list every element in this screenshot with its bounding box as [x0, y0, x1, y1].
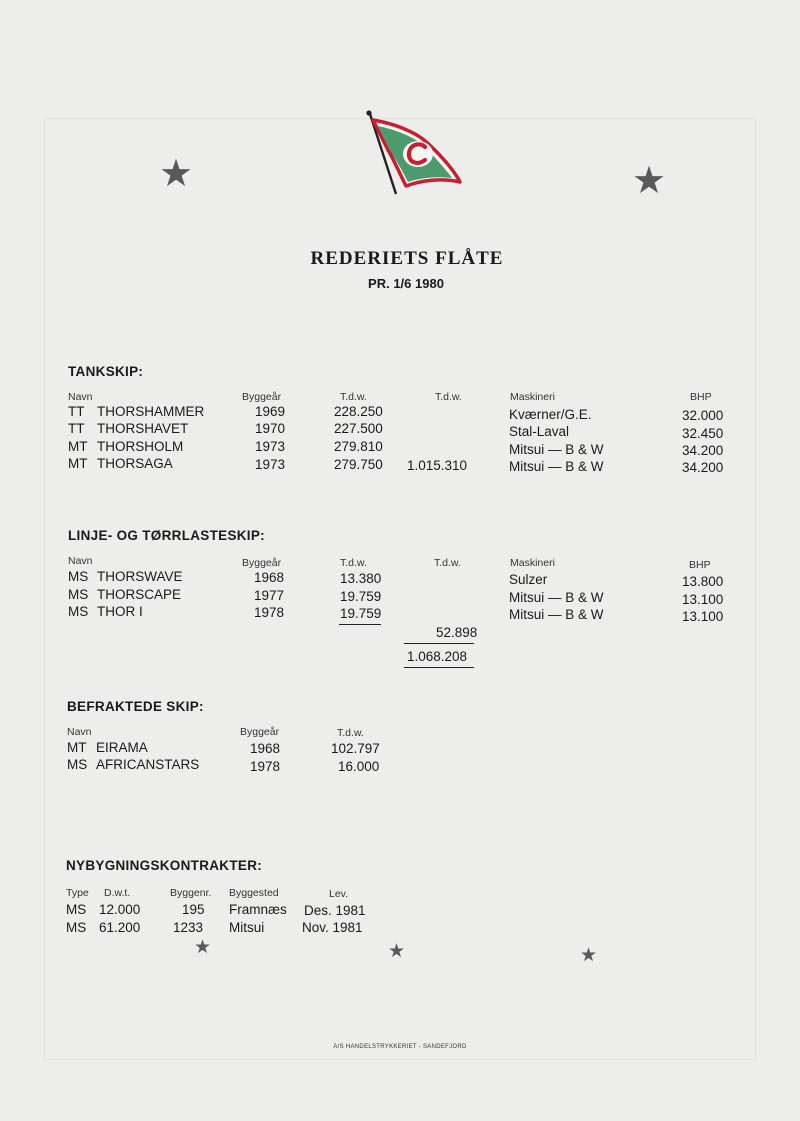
tdw-value: 13.380 — [340, 571, 382, 586]
underline-tdw — [339, 624, 381, 625]
header-type: Type — [66, 887, 89, 899]
printer-imprint: A/S HANDELSTRYKKERIET - SANDEFJORD — [333, 1044, 467, 1050]
header-yard: Byggested — [229, 887, 279, 899]
build-year: 1970 — [255, 421, 286, 436]
tdw-value: 279.810 — [334, 439, 383, 454]
ship-name: THORSAGA — [97, 456, 173, 471]
ship-prefix: MS — [67, 757, 88, 772]
build-year: 1978 — [250, 759, 281, 774]
header-name: Navn — [68, 391, 93, 403]
tdw-value: 279.750 — [334, 457, 383, 472]
grand-total: 1.068.208 — [407, 649, 468, 664]
build-year: 1973 — [255, 439, 286, 454]
bhp-value: 34.200 — [682, 460, 724, 475]
header-tdw: T.d.w. — [340, 557, 367, 569]
section-heading-tankships: TANKSKIP: — [68, 364, 144, 379]
section-heading-newbuilds: NYBYGNINGSKONTRAKTER: — [66, 858, 263, 873]
header-tdw-total: T.d.w. — [435, 391, 462, 403]
ship-name: EIRAMA — [96, 740, 148, 755]
star-icon: ★ — [159, 153, 194, 195]
underline-grand-total — [404, 667, 474, 668]
header-name: Navn — [68, 555, 93, 567]
tdw-value: 16.000 — [338, 759, 380, 774]
section-heading-cargo: LINJE- OG TØRRLASTESKIP: — [68, 528, 265, 543]
header-engine: Maskineri — [510, 391, 555, 403]
header-delivery: Lev. — [329, 888, 349, 900]
star-icon: ★ — [194, 937, 212, 958]
yard-number: 1233 — [173, 920, 204, 935]
bhp-value: 13.100 — [682, 609, 724, 624]
company-flag-icon — [362, 110, 466, 198]
star-icon: ★ — [632, 160, 667, 202]
bhp-value: 13.100 — [682, 592, 724, 607]
build-year: 1978 — [254, 605, 285, 620]
ship-prefix: TT — [68, 404, 85, 419]
bhp-value: 13.800 — [682, 574, 724, 589]
delivery-date: Des. 1981 — [304, 903, 366, 918]
ship-type: MS — [66, 920, 87, 935]
ship-prefix: MS — [68, 569, 89, 584]
tdw-value: 102.797 — [331, 741, 380, 756]
engine: Sulzer — [509, 572, 548, 587]
dwt-value: 12.000 — [99, 902, 141, 917]
header-year: Byggeår — [242, 391, 282, 403]
dwt-value: 61.200 — [99, 920, 141, 935]
ship-name: AFRICANSTARS — [96, 757, 200, 772]
header-bhp: BHP — [689, 559, 711, 571]
header-name: Navn — [67, 726, 92, 738]
star-icon: ★ — [388, 941, 406, 962]
header-year: Byggeår — [240, 726, 280, 738]
page-title: REDERIETS FLÅTE — [310, 248, 504, 269]
ship-name: THORSHAMMER — [97, 404, 205, 419]
build-year: 1977 — [254, 588, 285, 603]
ship-name: THORSHOLM — [97, 439, 184, 454]
ship-prefix: MT — [67, 740, 87, 755]
header-dwt: D.w.t. — [104, 887, 131, 899]
tdw-value: 228.250 — [334, 404, 383, 419]
header-tdw-total: T.d.w. — [434, 557, 461, 569]
ship-prefix: MS — [68, 604, 89, 619]
ship-prefix: MT — [68, 439, 88, 454]
tdw-value: 227.500 — [334, 421, 383, 436]
shipyard: Mitsui — [229, 920, 265, 935]
header-engine: Maskineri — [510, 557, 555, 569]
bhp-value: 32.000 — [682, 408, 724, 423]
tankships-total: 1.015.310 — [407, 458, 468, 473]
header-tdw: T.d.w. — [340, 391, 367, 403]
cargo-subtotal: 52.898 — [436, 625, 478, 640]
engine: Mitsui — B & W — [509, 590, 604, 605]
underline-subtotal — [404, 643, 474, 644]
page-subtitle: PR. 1/6 1980 — [368, 276, 444, 291]
ship-name: THORSHAVET — [97, 421, 189, 436]
header-year: Byggeår — [242, 557, 282, 569]
yard-number: 195 — [182, 902, 205, 917]
ship-prefix: MT — [68, 456, 88, 471]
tdw-value: 19.759 — [340, 606, 382, 621]
star-icon: ★ — [580, 945, 598, 966]
ship-name: THOR I — [97, 604, 143, 619]
ship-type: MS — [66, 902, 87, 917]
ship-name: THORSCAPE — [97, 587, 182, 602]
shipyard: Framnæs — [229, 902, 287, 917]
engine: Stal-Laval — [509, 424, 570, 439]
header-yard-no: Byggenr. — [170, 887, 212, 899]
engine: Mitsui — B & W — [509, 442, 604, 457]
header-bhp: BHP — [690, 391, 712, 403]
engine: Mitsui — B & W — [509, 607, 604, 622]
build-year: 1968 — [250, 741, 281, 756]
engine: Mitsui — B & W — [509, 459, 604, 474]
delivery-date: Nov. 1981 — [302, 920, 363, 935]
header-tdw: T.d.w. — [337, 727, 364, 739]
ship-name: THORSWAVE — [97, 569, 183, 584]
bhp-value: 34.200 — [682, 443, 724, 458]
build-year: 1973 — [255, 457, 286, 472]
bhp-value: 32.450 — [682, 426, 724, 441]
engine: Kværner/G.E. — [509, 407, 592, 422]
build-year: 1968 — [254, 570, 285, 585]
build-year: 1969 — [255, 404, 286, 419]
ship-prefix: TT — [68, 421, 85, 436]
tdw-value: 19.759 — [340, 589, 382, 604]
ship-prefix: MS — [68, 587, 89, 602]
section-heading-chartered: BEFRAKTEDE SKIP: — [67, 699, 204, 714]
